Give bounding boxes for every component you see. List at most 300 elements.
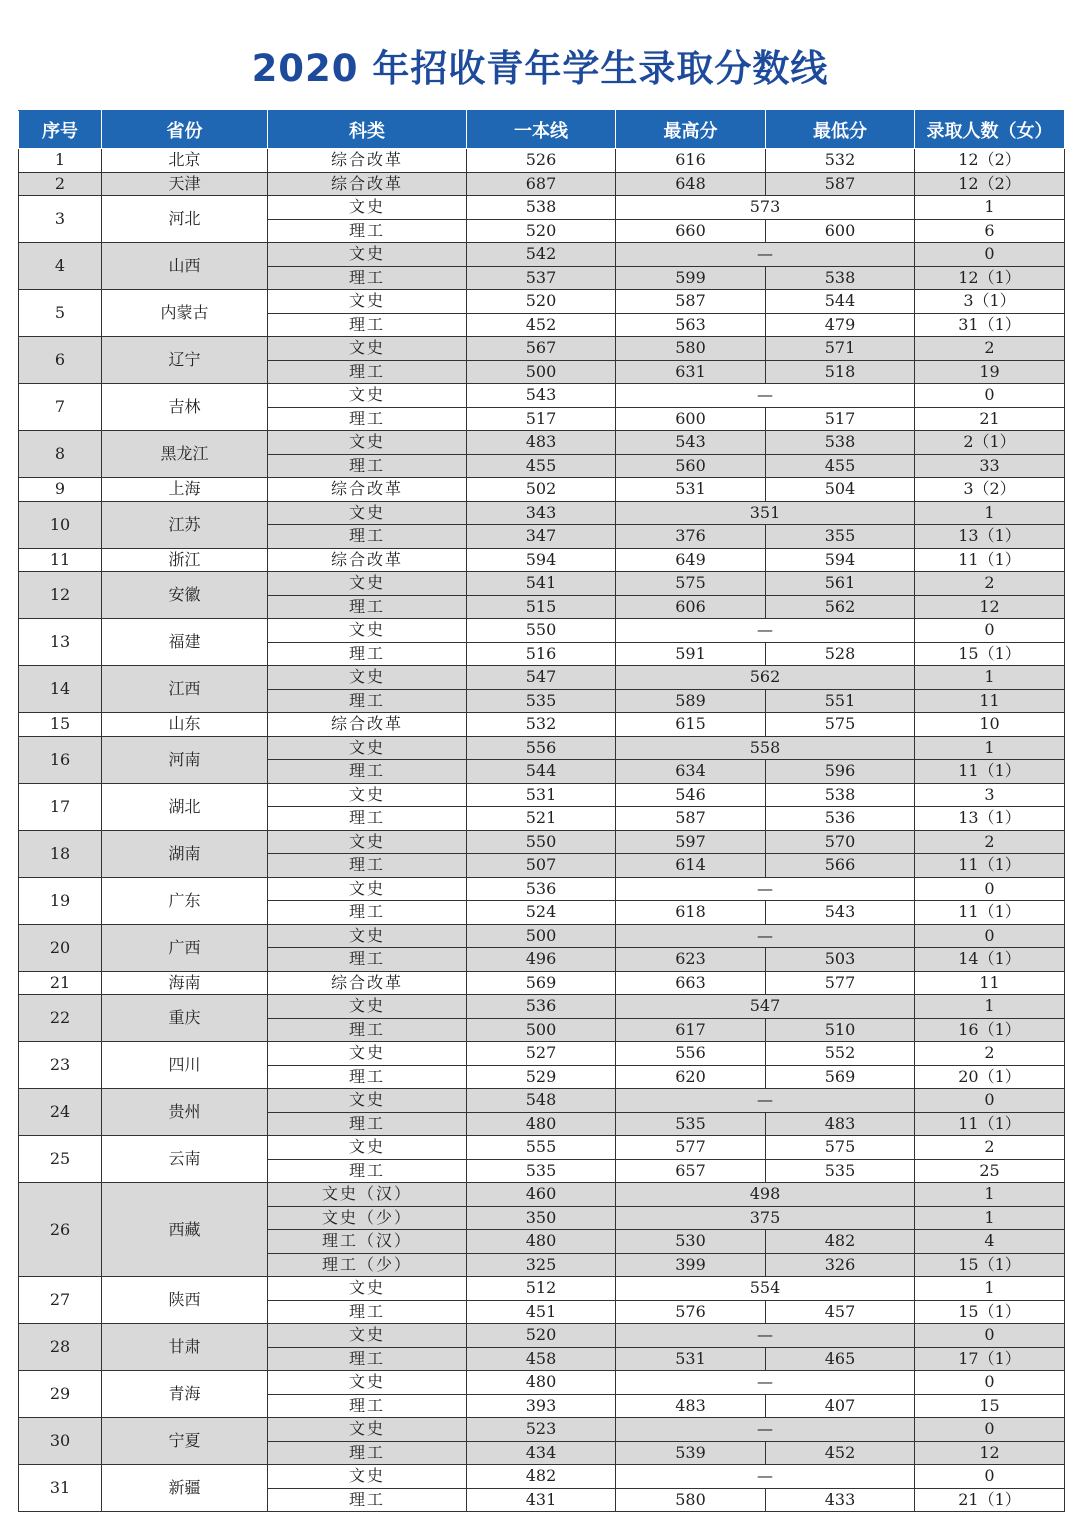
min-score-cell: 482 [766,1230,915,1254]
category-cell: 理工 [268,360,467,384]
province-cell: 安徽 [102,572,268,619]
cutoff-cell: 520 [467,219,616,243]
max-score-cell: 539 [616,1441,766,1465]
cutoff-cell: 544 [467,760,616,784]
province-cell: 广东 [102,877,268,924]
category-cell: 文史 [268,877,467,901]
province-cell: 山东 [102,713,268,737]
admitted-cell: 0 [915,1465,1065,1489]
province-cell: 吉林 [102,384,268,431]
cutoff-cell: 500 [467,924,616,948]
province-cell: 上海 [102,478,268,502]
cutoff-cell: 483 [467,431,616,455]
category-cell: 文史 [268,783,467,807]
cutoff-cell: 520 [467,290,616,314]
cutoff-cell: 393 [467,1394,616,1418]
admitted-cell: 1 [915,196,1065,220]
cutoff-cell: 502 [467,478,616,502]
score-range-cell: 558 [616,736,915,760]
row-number-cell: 24 [19,1089,102,1136]
cutoff-cell: 538 [467,196,616,220]
cutoff-cell: 325 [467,1253,616,1277]
province-cell: 青海 [102,1371,268,1418]
row-number-cell: 30 [19,1418,102,1465]
category-cell: 理工 [268,1159,467,1183]
min-score-cell: 455 [766,454,915,478]
max-score-cell: 483 [616,1394,766,1418]
row-number-cell: 5 [19,290,102,337]
admitted-cell: 20（1） [915,1065,1065,1089]
min-score-cell: 577 [766,971,915,995]
row-number-cell: 14 [19,666,102,713]
admitted-cell: 19 [915,360,1065,384]
category-cell: 理工 [268,948,467,972]
min-score-cell: 587 [766,172,915,196]
cutoff-cell: 535 [467,1159,616,1183]
cutoff-cell: 550 [467,830,616,854]
row-number-cell: 16 [19,736,102,783]
min-score-cell: 433 [766,1488,915,1512]
province-cell: 重庆 [102,995,268,1042]
category-cell: 文史 [268,1277,467,1301]
min-score-cell: 479 [766,313,915,337]
min-score-cell: 570 [766,830,915,854]
max-score-cell: 399 [616,1253,766,1277]
max-score-cell: 587 [616,290,766,314]
max-score-cell: 535 [616,1112,766,1136]
row-number-cell: 28 [19,1324,102,1371]
category-cell: 文史 [268,384,467,408]
cutoff-cell: 451 [467,1300,616,1324]
row-number-cell: 21 [19,971,102,995]
admitted-cell: 1 [915,1277,1065,1301]
score-range-cell: — [616,1465,915,1489]
table-row [19,713,1065,737]
admitted-cell: 16（1） [915,1018,1065,1042]
category-cell: 理工 [268,1065,467,1089]
row-number-cell: 9 [19,478,102,502]
admitted-cell: 3 [915,783,1065,807]
table-row [19,1418,1065,1442]
cutoff-cell: 434 [467,1441,616,1465]
admitted-cell: 3（2） [915,478,1065,502]
admitted-cell: 1 [915,666,1065,690]
category-cell: 综合改革 [268,548,467,572]
min-score-cell: 575 [766,1136,915,1160]
min-score-cell: 326 [766,1253,915,1277]
admitted-cell: 0 [915,243,1065,267]
admitted-cell: 0 [915,1371,1065,1395]
min-score-cell: 561 [766,572,915,596]
cutoff-cell: 343 [467,501,616,525]
max-score-cell: 649 [616,548,766,572]
cutoff-cell: 431 [467,1488,616,1512]
table-row [19,501,1065,525]
category-cell: 文史 [268,290,467,314]
table-row [19,877,1065,901]
category-cell: 文史 [268,995,467,1019]
min-score-cell: 552 [766,1042,915,1066]
score-range-cell: 562 [616,666,915,690]
max-score-cell: 591 [616,642,766,666]
admitted-cell: 0 [915,384,1065,408]
category-cell: 理工 [268,1394,467,1418]
score-range-cell: — [616,243,915,267]
category-cell: 文史 [268,1371,467,1395]
category-cell: 文史 [268,572,467,596]
category-cell: 理工（少） [268,1253,467,1277]
cutoff-cell: 569 [467,971,616,995]
max-score-cell: 615 [616,713,766,737]
admission-score-table [18,110,1065,1512]
min-score-cell: 569 [766,1065,915,1089]
cutoff-cell: 521 [467,807,616,831]
min-score-cell: 452 [766,1441,915,1465]
admitted-cell: 12（1） [915,266,1065,290]
province-cell: 江西 [102,666,268,713]
cutoff-cell: 458 [467,1347,616,1371]
max-score-cell: 563 [616,313,766,337]
min-score-cell: 575 [766,713,915,737]
min-score-cell: 538 [766,431,915,455]
min-score-cell: 596 [766,760,915,784]
admitted-cell: 11 [915,971,1065,995]
max-score-cell: 580 [616,337,766,361]
min-score-cell: 551 [766,689,915,713]
admitted-cell: 2 [915,1042,1065,1066]
max-score-cell: 587 [616,807,766,831]
row-number-cell: 3 [19,196,102,243]
admitted-cell: 0 [915,1089,1065,1113]
province-cell: 西藏 [102,1183,268,1277]
cutoff-cell: 526 [467,149,616,173]
category-cell: 综合改革 [268,478,467,502]
min-score-cell: 571 [766,337,915,361]
max-score-cell: 606 [616,595,766,619]
min-score-cell: 562 [766,595,915,619]
cutoff-cell: 532 [467,713,616,737]
max-score-cell: 376 [616,525,766,549]
min-score-cell: 543 [766,901,915,925]
max-score-cell: 618 [616,901,766,925]
cutoff-cell: 536 [467,995,616,1019]
category-cell: 文史 [268,1324,467,1348]
province-cell: 辽宁 [102,337,268,384]
cutoff-cell: 517 [467,407,616,431]
category-cell: 理工 [268,1018,467,1042]
row-number-cell: 27 [19,1277,102,1324]
province-cell: 河北 [102,196,268,243]
max-score-cell: 657 [616,1159,766,1183]
min-score-cell: 465 [766,1347,915,1371]
row-number-cell: 20 [19,924,102,971]
min-score-cell: 538 [766,783,915,807]
category-cell: 文史 [268,1465,467,1489]
province-cell: 江苏 [102,501,268,548]
max-score-cell: 530 [616,1230,766,1254]
row-number-cell: 8 [19,431,102,478]
category-cell: 理工 [268,1488,467,1512]
admitted-cell: 2 [915,572,1065,596]
category-cell: 文史 [268,243,467,267]
cutoff-cell: 537 [467,266,616,290]
score-range-cell: 375 [616,1206,915,1230]
min-score-cell: 504 [766,478,915,502]
category-cell: 文史 [268,619,467,643]
admitted-cell: 11（1） [915,760,1065,784]
row-number-cell: 25 [19,1136,102,1183]
cutoff-cell: 512 [467,1277,616,1301]
row-number-cell: 23 [19,1042,102,1089]
cutoff-cell: 523 [467,1418,616,1442]
category-cell: 综合改革 [268,971,467,995]
cutoff-cell: 455 [467,454,616,478]
min-score-cell: 532 [766,149,915,173]
min-score-cell: 594 [766,548,915,572]
admitted-cell: 2 [915,1136,1065,1160]
row-number-cell: 19 [19,877,102,924]
max-score-cell: 631 [616,360,766,384]
max-score-cell: 600 [616,407,766,431]
admitted-cell: 15（1） [915,1300,1065,1324]
cutoff-cell: 531 [467,783,616,807]
category-cell: 综合改革 [268,149,467,173]
category-cell: 理工 [268,407,467,431]
table-row [19,1277,1065,1301]
min-score-cell: 407 [766,1394,915,1418]
admitted-cell: 0 [915,877,1065,901]
cutoff-cell: 535 [467,689,616,713]
province-cell: 陕西 [102,1277,268,1324]
admitted-cell: 4 [915,1230,1065,1254]
cutoff-cell: 460 [467,1183,616,1207]
table-row [19,1089,1065,1113]
province-cell: 福建 [102,619,268,666]
max-score-cell: 575 [616,572,766,596]
table-row [19,1042,1065,1066]
category-cell: 文史 [268,337,467,361]
table-row [19,830,1065,854]
row-number-cell: 1 [19,149,102,173]
cutoff-cell: 527 [467,1042,616,1066]
category-cell: 文史（汉） [268,1183,467,1207]
category-cell: 综合改革 [268,172,467,196]
cutoff-cell: 496 [467,948,616,972]
table-row [19,243,1065,267]
category-cell: 理工 [268,807,467,831]
header-no: 序号 [19,111,102,149]
province-cell: 湖南 [102,830,268,877]
admitted-cell: 13（1） [915,525,1065,549]
cutoff-cell: 482 [467,1465,616,1489]
cutoff-cell: 515 [467,595,616,619]
max-score-cell: 577 [616,1136,766,1160]
row-number-cell: 2 [19,172,102,196]
province-cell: 甘肃 [102,1324,268,1371]
table-row [19,924,1065,948]
admitted-cell: 1 [915,736,1065,760]
cutoff-cell: 500 [467,360,616,384]
max-score-cell: 531 [616,478,766,502]
min-score-cell: 535 [766,1159,915,1183]
max-score-cell: 599 [616,266,766,290]
province-cell: 浙江 [102,548,268,572]
row-number-cell: 17 [19,783,102,830]
table-row [19,384,1065,408]
score-range-cell: — [616,619,915,643]
min-score-cell: 503 [766,948,915,972]
score-range-cell: 554 [616,1277,915,1301]
min-score-cell: 536 [766,807,915,831]
max-score-cell: 580 [616,1488,766,1512]
cutoff-cell: 452 [467,313,616,337]
admitted-cell: 15（1） [915,642,1065,666]
row-number-cell: 6 [19,337,102,384]
min-score-cell: 510 [766,1018,915,1042]
table-row [19,1136,1065,1160]
table-row [19,337,1065,361]
max-score-cell: 616 [616,149,766,173]
admitted-cell: 12（2） [915,149,1065,173]
table-row [19,971,1065,995]
admitted-cell: 3（1） [915,290,1065,314]
table-row [19,783,1065,807]
header-admitted: 录取人数（女） [915,111,1065,149]
cutoff-cell: 547 [467,666,616,690]
table-row [19,149,1065,173]
table-row [19,736,1065,760]
category-cell: 理工 [268,1347,467,1371]
admitted-cell: 2（1） [915,431,1065,455]
cutoff-cell: 594 [467,548,616,572]
max-score-cell: 623 [616,948,766,972]
table-row [19,1465,1065,1489]
cutoff-cell: 516 [467,642,616,666]
header-province: 省份 [102,111,268,149]
cutoff-cell: 500 [467,1018,616,1042]
province-cell: 宁夏 [102,1418,268,1465]
category-cell: 文史 [268,666,467,690]
province-cell: 北京 [102,149,268,173]
min-score-cell: 566 [766,854,915,878]
province-cell: 内蒙古 [102,290,268,337]
table-row [19,196,1065,220]
cutoff-cell: 350 [467,1206,616,1230]
row-number-cell: 10 [19,501,102,548]
max-score-cell: 597 [616,830,766,854]
score-range-cell: 498 [616,1183,915,1207]
table-body [19,149,1065,1512]
admitted-cell: 0 [915,619,1065,643]
cutoff-cell: 480 [467,1371,616,1395]
table-row [19,431,1065,455]
category-cell: 文史 [268,431,467,455]
category-cell: 文史 [268,1418,467,1442]
min-score-cell: 518 [766,360,915,384]
max-score-cell: 634 [616,760,766,784]
min-score-cell: 355 [766,525,915,549]
cutoff-cell: 543 [467,384,616,408]
row-number-cell: 13 [19,619,102,666]
category-cell: 理工 [268,313,467,337]
min-score-cell: 600 [766,219,915,243]
admitted-cell: 6 [915,219,1065,243]
min-score-cell: 457 [766,1300,915,1324]
max-score-cell: 660 [616,219,766,243]
max-score-cell: 531 [616,1347,766,1371]
max-score-cell: 560 [616,454,766,478]
max-score-cell: 614 [616,854,766,878]
row-number-cell: 29 [19,1371,102,1418]
admitted-cell: 13（1） [915,807,1065,831]
max-score-cell: 663 [616,971,766,995]
category-cell: 理工 [268,901,467,925]
header-min-score: 最低分 [766,111,915,149]
cutoff-cell: 550 [467,619,616,643]
admitted-cell: 0 [915,924,1065,948]
province-cell: 海南 [102,971,268,995]
min-score-cell: 517 [766,407,915,431]
score-range-cell: — [616,1418,915,1442]
admitted-cell: 11（1） [915,548,1065,572]
cutoff-cell: 687 [467,172,616,196]
admitted-cell: 11（1） [915,854,1065,878]
admitted-cell: 14（1） [915,948,1065,972]
cutoff-cell: 507 [467,854,616,878]
province-cell: 天津 [102,172,268,196]
max-score-cell: 617 [616,1018,766,1042]
table-row [19,172,1065,196]
score-range-cell: — [616,877,915,901]
cutoff-cell: 542 [467,243,616,267]
admitted-cell: 21（1） [915,1488,1065,1512]
admitted-cell: 31（1） [915,313,1065,337]
cutoff-cell: 529 [467,1065,616,1089]
category-cell: 理工 [268,1112,467,1136]
admitted-cell: 25 [915,1159,1065,1183]
cutoff-cell: 555 [467,1136,616,1160]
max-score-cell: 620 [616,1065,766,1089]
table-row [19,572,1065,596]
table-row [19,1324,1065,1348]
row-number-cell: 15 [19,713,102,737]
admitted-cell: 10 [915,713,1065,737]
cutoff-cell: 480 [467,1112,616,1136]
min-score-cell: 538 [766,266,915,290]
page-title: 2020 年招收青年学生录取分数线 [251,47,829,90]
min-score-cell: 483 [766,1112,915,1136]
table-row [19,619,1065,643]
admitted-cell: 12 [915,1441,1065,1465]
province-cell: 新疆 [102,1465,268,1512]
province-cell: 广西 [102,924,268,971]
row-number-cell: 12 [19,572,102,619]
cutoff-cell: 347 [467,525,616,549]
province-cell: 山西 [102,243,268,290]
cutoff-cell: 556 [467,736,616,760]
admitted-cell: 12（2） [915,172,1065,196]
admitted-cell: 11（1） [915,1112,1065,1136]
category-cell: 理工 [268,1441,467,1465]
category-cell: 理工 [268,219,467,243]
category-cell: 文史 [268,924,467,948]
header-cutoff: 一本线 [467,111,616,149]
score-range-cell: 573 [616,196,915,220]
category-cell: 文史 [268,830,467,854]
admitted-cell: 1 [915,995,1065,1019]
table-row [19,290,1065,314]
admitted-cell: 15（1） [915,1253,1065,1277]
